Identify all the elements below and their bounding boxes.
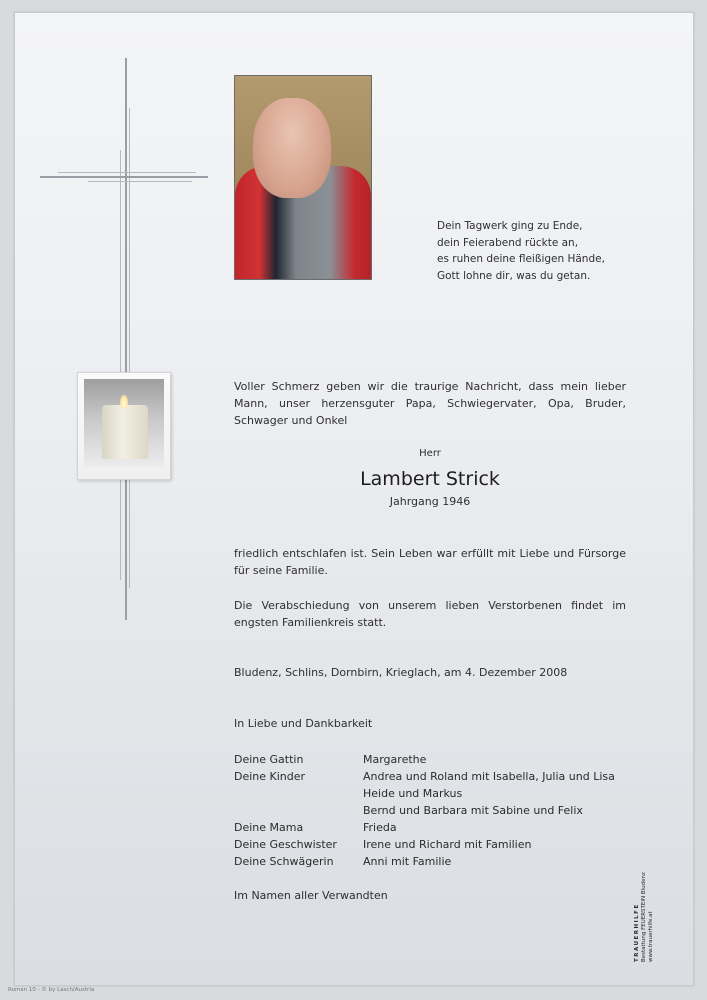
closing-text: Im Namen aller Verwandten bbox=[234, 889, 388, 902]
family-names: Bernd und Barbara mit Sabine und Felix bbox=[363, 804, 583, 817]
family-relation: Deine Schwägerin bbox=[234, 855, 334, 868]
family-names: Irene und Richard mit Familien bbox=[363, 838, 532, 851]
passing-text: friedlich entschlafen ist. Sein Leben war erfüllt mit Liebe und Fürsorge für seine Familie. bbox=[234, 547, 626, 577]
birth-year: Jahrgang 1946 bbox=[389, 495, 471, 508]
family-names: Margarethe bbox=[363, 753, 427, 766]
family-relation: Deine Gattin bbox=[234, 753, 304, 766]
family-relation: Deine Mama bbox=[234, 821, 304, 834]
candle-image bbox=[77, 372, 171, 480]
poem-line: Dein Tagwerk ging zu Ende, bbox=[437, 220, 583, 232]
salutation: Herr bbox=[419, 448, 441, 459]
candle-flame-icon bbox=[120, 395, 128, 409]
place-date: Bludenz, Schlins, Dornbirn, Krieglach, am 4. Dezember 2008 bbox=[234, 666, 568, 679]
undertaker-stamp bbox=[634, 858, 664, 962]
stamp-line: Bestattung FEUERSTEIN Bludenz bbox=[641, 872, 647, 962]
poem-line: es ruhen deine fleißigen Hände, bbox=[437, 253, 605, 265]
family-relation: Deine Kinder bbox=[234, 770, 306, 783]
farewell-text: Die Verabschiedung von unserem lieben Verstorbenen findet im engsten Familienkreis statt. bbox=[234, 599, 626, 629]
family-names: Heide und Markus bbox=[363, 787, 463, 800]
in-love-text: In Liebe und Dankbarkeit bbox=[234, 717, 373, 730]
stamp-line: TRAUERHILFE bbox=[634, 903, 640, 962]
poem-line: Gott lohne dir, was du getan. bbox=[437, 269, 591, 282]
stamp-line: www.trauerhilfe.at bbox=[648, 911, 654, 962]
poem bbox=[437, 218, 605, 284]
portrait-photo bbox=[234, 75, 372, 280]
intro-text: Voller Schmerz geben wir die traurige Nachricht, dass mein lieber Mann, unser herzensguter Papa, Schwiegervater, Opa, Bruder, Schwager und Onkel bbox=[234, 380, 626, 427]
footer-credit: Roman 10 - © by Lasch/Austria bbox=[8, 987, 95, 993]
family-names: Anni mit Familie bbox=[363, 855, 452, 868]
family-names: Andrea und Roland mit Isabella, Julia und Lisa bbox=[363, 770, 615, 783]
family-relation: Deine Geschwister bbox=[234, 838, 337, 851]
family-names: Frieda bbox=[363, 821, 397, 834]
poem-line: dein Feierabend rückte an, bbox=[437, 236, 579, 249]
deceased-name: Lambert Strick bbox=[360, 468, 500, 490]
